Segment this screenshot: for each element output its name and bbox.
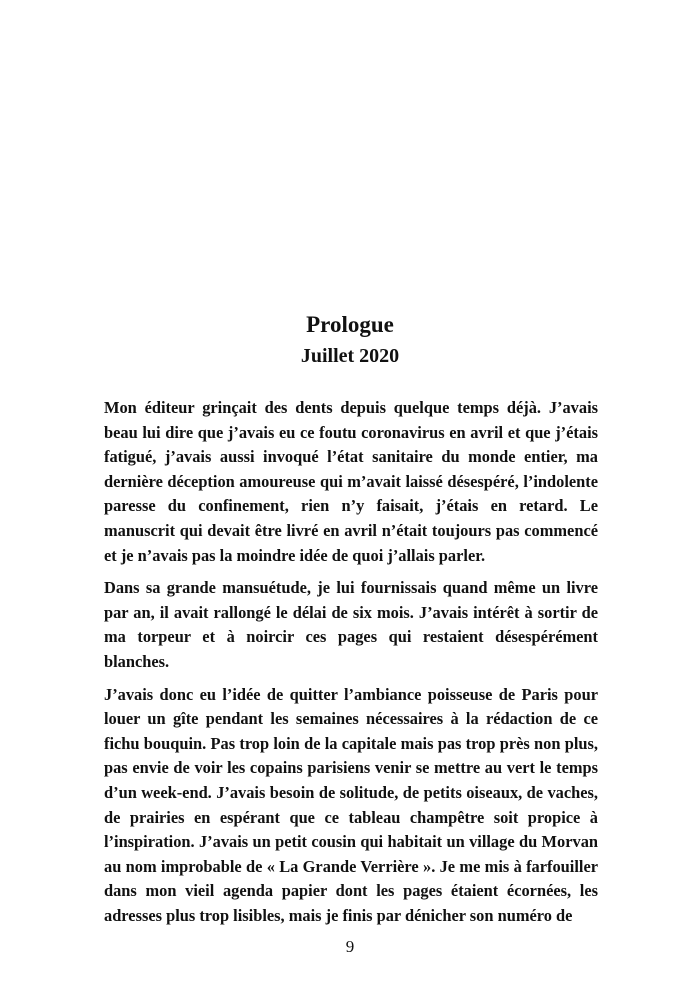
paragraph-2: Dans sa grande mansuétude, je lui fournissais quand même un livre par an, il avait rallongé le délai de six mois. J’avais intérêt à sortir de ma torpeur et à noircir ces pages qui restaient désespérément blanches. — [104, 578, 598, 671]
chapter-title: Prologue — [306, 312, 394, 337]
chapter-date: Juillet 2020 — [300, 345, 400, 367]
page-number: 9 — [345, 937, 355, 956]
paragraph-1: Mon éditeur grinçait des dents depuis quelque temps déjà. J’avais beau lui dire que j’avais eu ce foutu coronavirus en avril et que j’étais fatigué, j’avais aussi invoqué l’état sanitaire du monde entier, ma dernière déception amoureuse qui m’avait laissé désespéré, l’indolente paresse du confinement, rien n’y faisait, j’étais en retard. Le manuscrit qui devait être livré en avril n’était toujours pas commencé et je n’avais pas la moindre idée de quoi j’allais parler. — [104, 398, 598, 565]
chapter-body — [104, 396, 598, 936]
paragraph-3: J’avais donc eu l’idée de quitter l’ambiance poisseuse de Paris pour louer un gîte pendant les semaines nécessaires à la rédaction de ce fichu bouquin. Pas trop loin de la capitale mais pas trop près non plus, pas envie de voir les copains parisiens venir se mettre au vert le temps d’un week-end. J’avais besoin de solitude, de petits oiseaux, de vaches, de prairies en espérant que ce tableau champêtre soit propice à l’inspiration. J’avais un petit cousin qui habitait un village du Morvan au nom improbable de « La Grande Verrière ». Je me mis à farfouiller dans mon vieil agenda papier dont les pages étaient écornées, les adresses plus trop lisibles, mais je finis par dénicher son numéro de — [104, 684, 598, 925]
